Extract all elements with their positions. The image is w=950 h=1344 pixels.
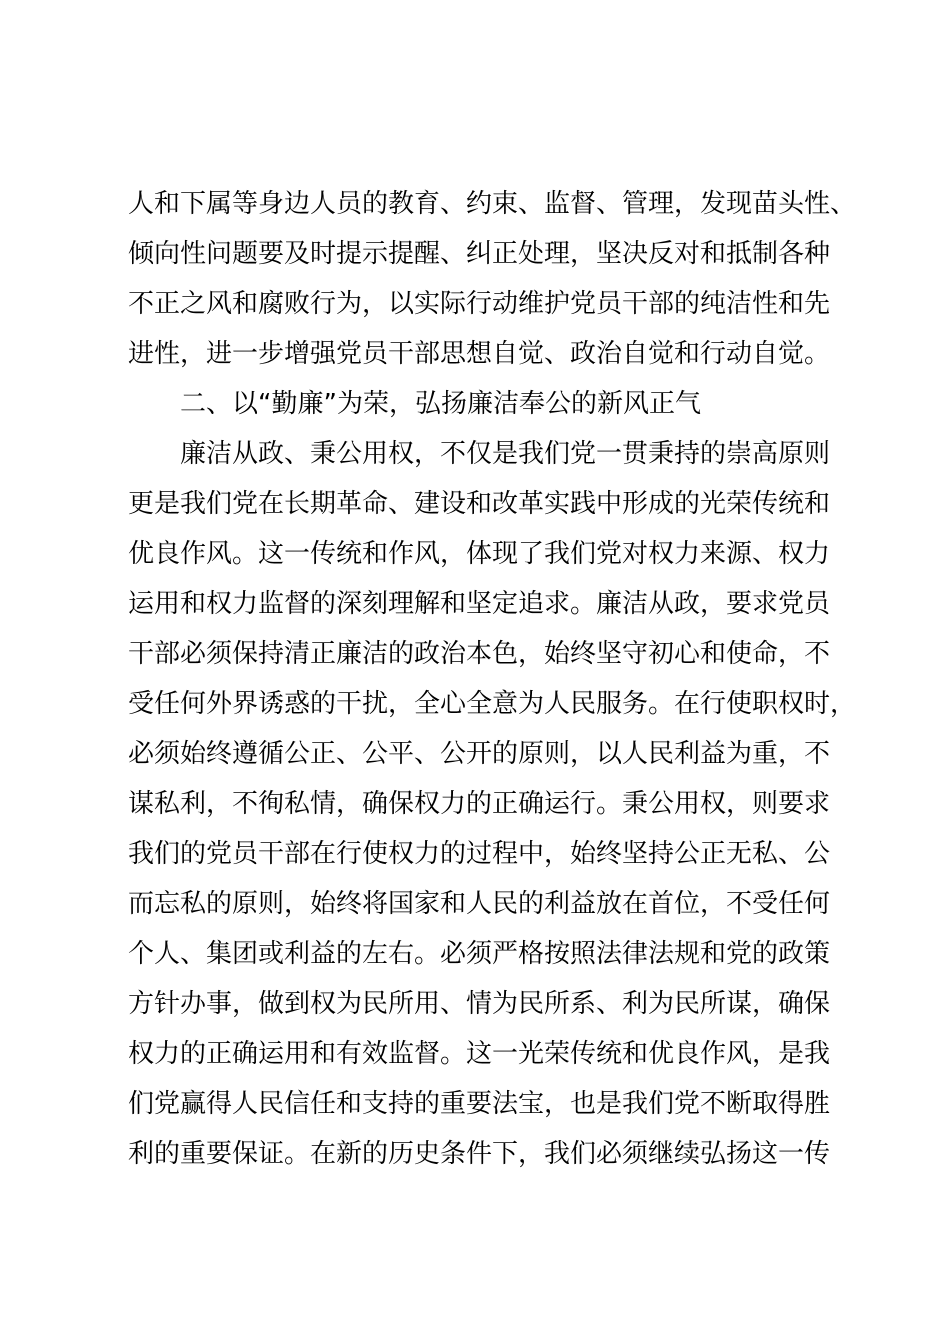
paragraph-line: 更是我们党在长期革命、建设和改革实践中形成的光荣传统和 [128,489,831,519]
paragraph-line: 谋私利，不徇私情，确保权力的正确运行。秉公用权，则要求 [128,789,831,819]
paragraph-line: 不正之风和腐败行为，以实际行动维护党员干部的纯洁性和先 [128,289,831,319]
paragraph-line: 廉洁从政、秉公用权，不仅是我们党一贯秉持的崇高原则 [180,439,831,469]
paragraph-line: 必须始终遵循公正、公平、公开的原则，以人民利益为重，不 [128,739,831,769]
paragraph-line: 方针办事，做到权为民所用、情为民所系、利为民所谋，确保 [128,989,831,1019]
paragraph-line: 运用和权力监督的深刻理解和坚定追求。廉洁从政，要求党员 [128,589,831,619]
paragraph-line: 我们的党员干部在行使权力的过程中，始终坚持公正无私、公 [128,839,831,869]
paragraph-line: 倾向性问题要及时提示提醒、纠正处理，坚决反对和抵制各种 [128,239,831,269]
paragraph-line: 受任何外界诱惑的干扰，全心全意为人民服务。在行使职权时， [128,689,857,719]
paragraph-line: 们党赢得人民信任和支持的重要法宝，也是我们党不断取得胜 [128,1089,831,1119]
section-heading: 二、以“勤廉”为荣，弘扬廉洁奉公的新风正气 [180,389,701,419]
paragraph-line: 个人、集团或利益的左右。必须严格按照法律法规和党的政策 [128,939,831,969]
paragraph-line: 利的重要保证。在新的历史条件下，我们必须继续弘扬这一传 [128,1139,831,1169]
paragraph-line: 干部必须保持清正廉洁的政治本色，始终坚守初心和使命，不 [128,639,831,669]
paragraph-line: 权力的正确运用和有效监督。这一光荣传统和优良作风，是我 [128,1039,831,1069]
paragraph-line: 优良作风。这一传统和作风，体现了我们党对权力来源、权力 [128,539,831,569]
paragraph-line: 而忘私的原则，始终将国家和人民的利益放在首位，不受任何 [128,889,831,919]
paragraph-line: 人和下属等身边人员的教育、约束、监督、管理，发现苗头性、 [128,189,857,219]
paragraph-line: 进性，进一步增强党员干部思想自觉、政治自觉和行动自觉。 [128,339,831,369]
